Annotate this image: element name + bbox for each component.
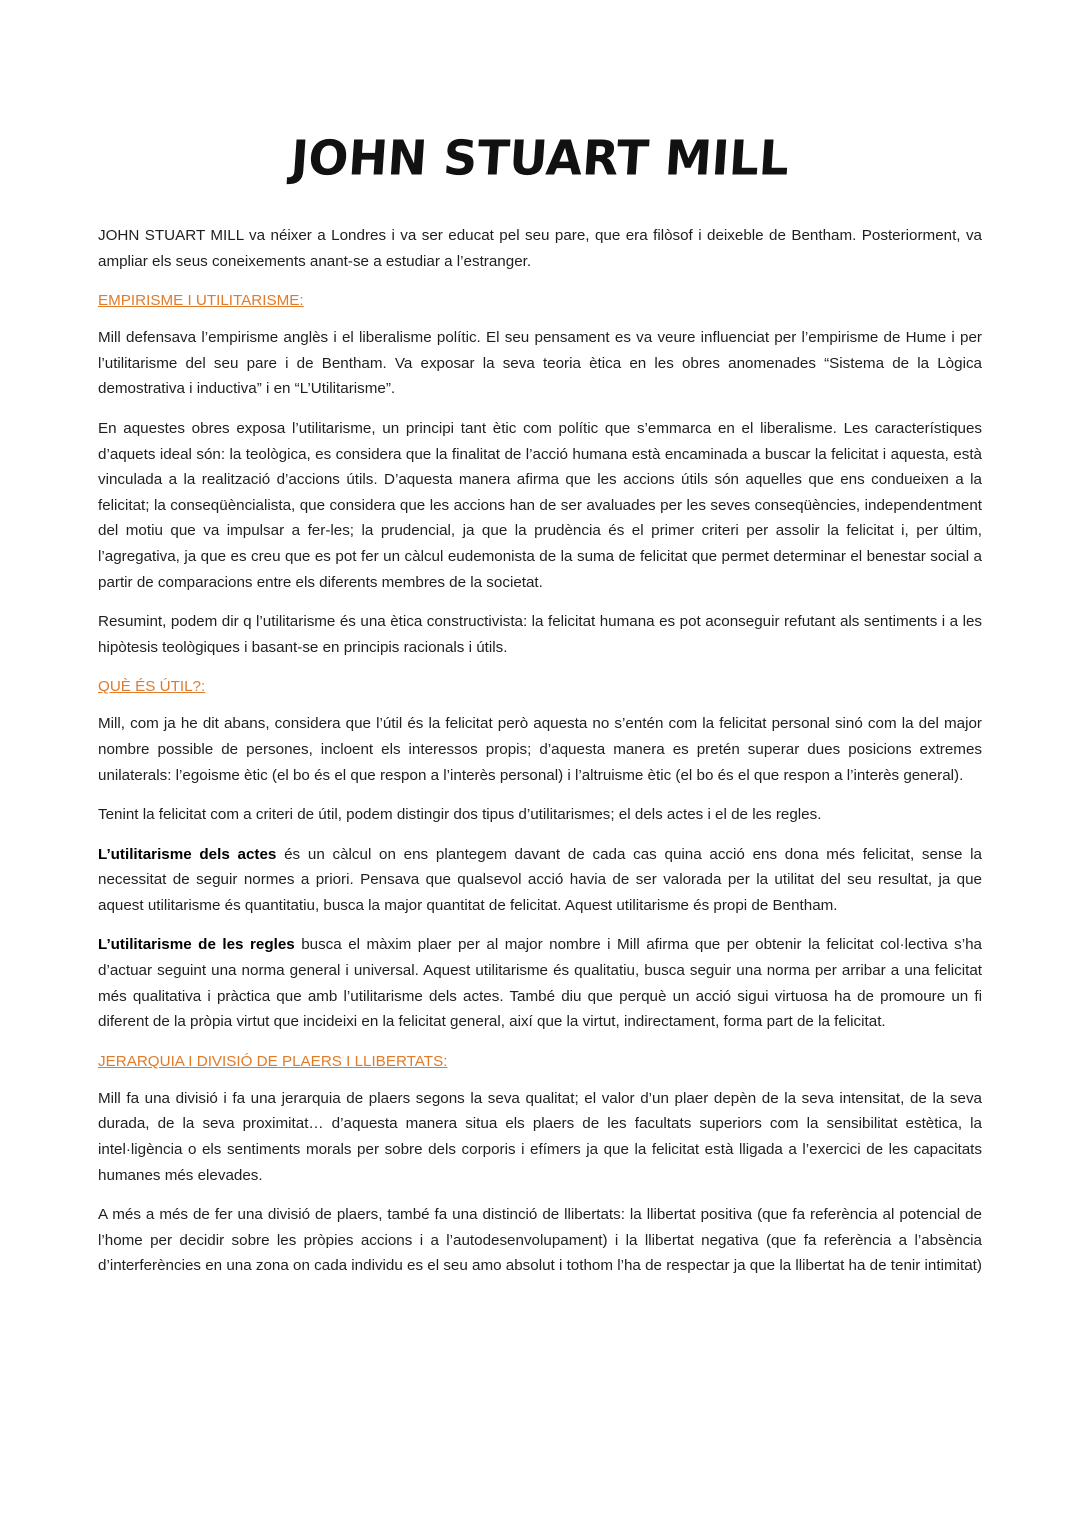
paragraph-util-regles-text: busca el màxim plaer per al major nombre i Mill afirma que per obtenir la felicitat col·lectiva s’ha d’actuar seguint una norma general i universal. Aquest utilitarisme és qualitatiu, busca seguir una norma per arribar a una felicitat més qualitativa i pràctica que amb l’utilitarisme dels actes. També diu que perquè un acció sigui virtuosa ha de promoure un fi diferent de la pròpia virtut que incideixi en la felicitat general, així que la virtut, indirectament, forma part de la felicitat. [98, 936, 982, 1031]
paragraph-util-2: Tenint la felicitat com a criteri de útil, podem distingir dos tipus d’utilitarismes; el dels actes i el de les regles. [98, 806, 822, 824]
section-heading-util: QUÈ ÉS ÚTIL?: [98, 678, 206, 696]
paragraph-jerarquia-2: A més a més de fer una divisió de plaers, també fa una distinció de llibertats: la llibertat positiva (que fa referència al potencial de l’home per decidir sobre les pròpies accions i a l’autodesenvolupament) i la llibertat negativa (que fa referència a l’absència d’interferències en una zona on cada individu es el seu amo absolut i tothom l’ha de respectar ja que la llibertat ha de tenir intimitat) [98, 1206, 982, 1275]
paragraph-empirisme-3: Resumint, podem dir q l’utilitarisme és una ètica constructivista: la felicitat humana es pot aconseguir refutant als sentiments i a les hipòtesis teològiques i basant-se en principis racionals i útils. [98, 613, 982, 656]
paragraph-util-actes-text: és un càlcul on ens plantegem davant de cada cas quina acció ens dona més felicitat, sense la necessitat de seguir normes a priori. Pensava que qualsevol acció havia de ser valorada per la utilitat del seu resultat, ja que aquest utilitarisme és quantitatiu, busca la major quantitat de felicitat. Aquest utilitarisme és propi de Bentham. [98, 845, 982, 914]
paragraph-util-actes [98, 842, 982, 919]
paragraph-util-1: Mill, com ja he dit abans, considera que l’útil és la felicitat però aquesta no s’entén com la felicitat personal sinó com la del major nombre possible de persones, incloent els interessos propis; d’aquesta manera es pretén superar dues posicions extremes unilaterals: l’egoisme ètic (el bo és el que respon a l’interès personal) i l’altruisme ètic (el bo és el que respon a l’interès general). [98, 715, 982, 784]
term-utilitarisme-regles: L’utilitarisme de les regles [98, 936, 295, 954]
section-heading-empirisme: EMPIRISME I UTILITARISME: [98, 292, 304, 310]
document-page [98, 130, 982, 1293]
paragraph-empirisme-1: Mill defensava l’empirisme anglès i el liberalisme polític. El seu pensament es va veure influenciat per l’empirisme de Hume i per l’utilitarisme del seu pare i de Bentham. Va exposar la seva teoria ètica en les obres anomenades “Sistema de la Lògica demostrativa i inductiva” i en “L’Utilitarisme”. [98, 329, 982, 398]
paragraph-empirisme-2: En aquestes obres exposa l’utilitarisme, un principi tant ètic com polític que s’emmarca en el liberalisme. Les característiques d’aquets ideal són: la teològica, es considera que la finalitat de l’acció humana està encaminada a buscar la felicitat i aquesta, està vinculada a la realització d’accions útils. D’aquesta manera afirma que les accions útils són aquelles que ens condueixen a la felicitat; la conseqüèncialista, que considera que les accions han de ser avaluades per les seves conseqüències, independentment del motiu que va impulsar a fer-les; la prudencial, ja que la prudència és el primer criteri per assolir la felicitat i, per últim, l’agregativa, ja que es creu que es pot fer un càlcul eudemonista de la suma de felicitat que permet determinar el benestar social a partir de comparacions entre els diferents membres de la societat. [98, 419, 982, 591]
paragraph-jerarquia-1: Mill fa una divisió i fa una jerarquia de plaers segons la seva qualitat; el valor d’un plaer depèn de la seva intensitat, de la seva durada, de la seva proximitat… d’aquesta manera situa els plaers de les facultats superiors com la sensibilitat estètica, la intel·ligència o els sentiments morals per sobre dels corporis i efímers ja que la felicitat està lligada a l’exercici de les capacitats humanes més elevades. [98, 1089, 982, 1184]
page-title: JOHN STUART MILL [289, 130, 792, 187]
section-heading-jerarquia: JERARQUIA I DIVISIÓ DE PLAERS I LLIBERTATS: [98, 1052, 448, 1070]
paragraph-util-regles [98, 932, 982, 1034]
intro-paragraph: JOHN STUART MILL va néixer a Londres i va ser educat pel seu pare, que era filòsof i deixeble de Bentham. Posteriorment, va ampliar els seus coneixements anant-se a estudiar a l’estranger. [98, 227, 982, 270]
term-utilitarisme-actes: L’utilitarisme dels actes [98, 845, 277, 863]
